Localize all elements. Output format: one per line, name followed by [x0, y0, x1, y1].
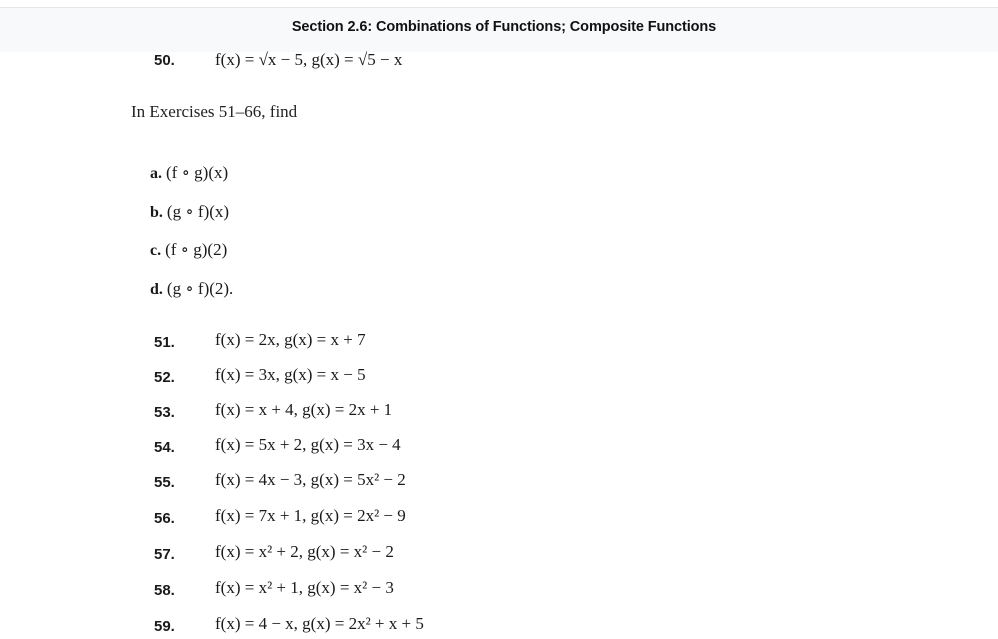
exercise-number-57: 57.: [154, 546, 175, 563]
exercise-number-59: 59.: [154, 618, 175, 635]
part-c-letter: c.: [150, 242, 162, 259]
part-c-expression: (f ∘ g)(2): [165, 240, 228, 259]
exercise-expression-54: f(x) = 5x + 2, g(x) = 3x − 4: [215, 435, 401, 454]
exercise-expression-53: f(x) = x + 4, g(x) = 2x + 1: [215, 400, 393, 419]
part-a: [150, 163, 228, 183]
exercise-number-54: 54.: [154, 439, 175, 456]
exercise-expression-55: f(x) = 4x − 3, g(x) = 5x² − 2: [215, 470, 406, 489]
exercise-expression-50: f(x) = √x − 5, g(x) = √5 − x: [215, 50, 403, 69]
exercise-expression-56: f(x) = 7x + 1, g(x) = 2x² − 9: [215, 506, 406, 525]
exercise-number-58: 58.: [154, 582, 175, 599]
exercise-number-50: 50.: [154, 52, 175, 69]
section-title: Section 2.6: Combinations of Functions; Composite Functions: [291, 19, 717, 35]
part-b-letter: b.: [150, 204, 163, 221]
part-d-letter: d.: [150, 281, 163, 298]
exercise-number-56: 56.: [154, 510, 175, 527]
part-d-expression: (g ∘ f)(2).: [166, 279, 234, 298]
part-d: [150, 279, 233, 299]
exercise-number-53: 53.: [154, 404, 175, 421]
part-b-expression: (g ∘ f)(x): [166, 202, 230, 221]
exercise-number-51: 51.: [154, 334, 175, 351]
exercise-number-55: 55.: [154, 474, 175, 491]
part-a-expression: (f ∘ g)(x): [166, 163, 229, 182]
exercise-expression-58: f(x) = x² + 1, g(x) = x² − 3: [215, 578, 394, 597]
part-c: [150, 240, 227, 260]
exercise-number-52: 52.: [154, 369, 175, 386]
part-b: [150, 202, 229, 222]
part-a-letter: a.: [150, 165, 162, 182]
exercise-expression-57: f(x) = x² + 2, g(x) = x² − 2: [215, 542, 394, 561]
exercise-expression-51: f(x) = 2x, g(x) = x + 7: [215, 330, 366, 349]
exercise-expression-52: f(x) = 3x, g(x) = x − 5: [215, 365, 366, 384]
exercise-expression-59: f(x) = 4 − x, g(x) = 2x² + x + 5: [215, 614, 424, 633]
exercise-instructions: In Exercises 51–66, find: [131, 102, 298, 121]
